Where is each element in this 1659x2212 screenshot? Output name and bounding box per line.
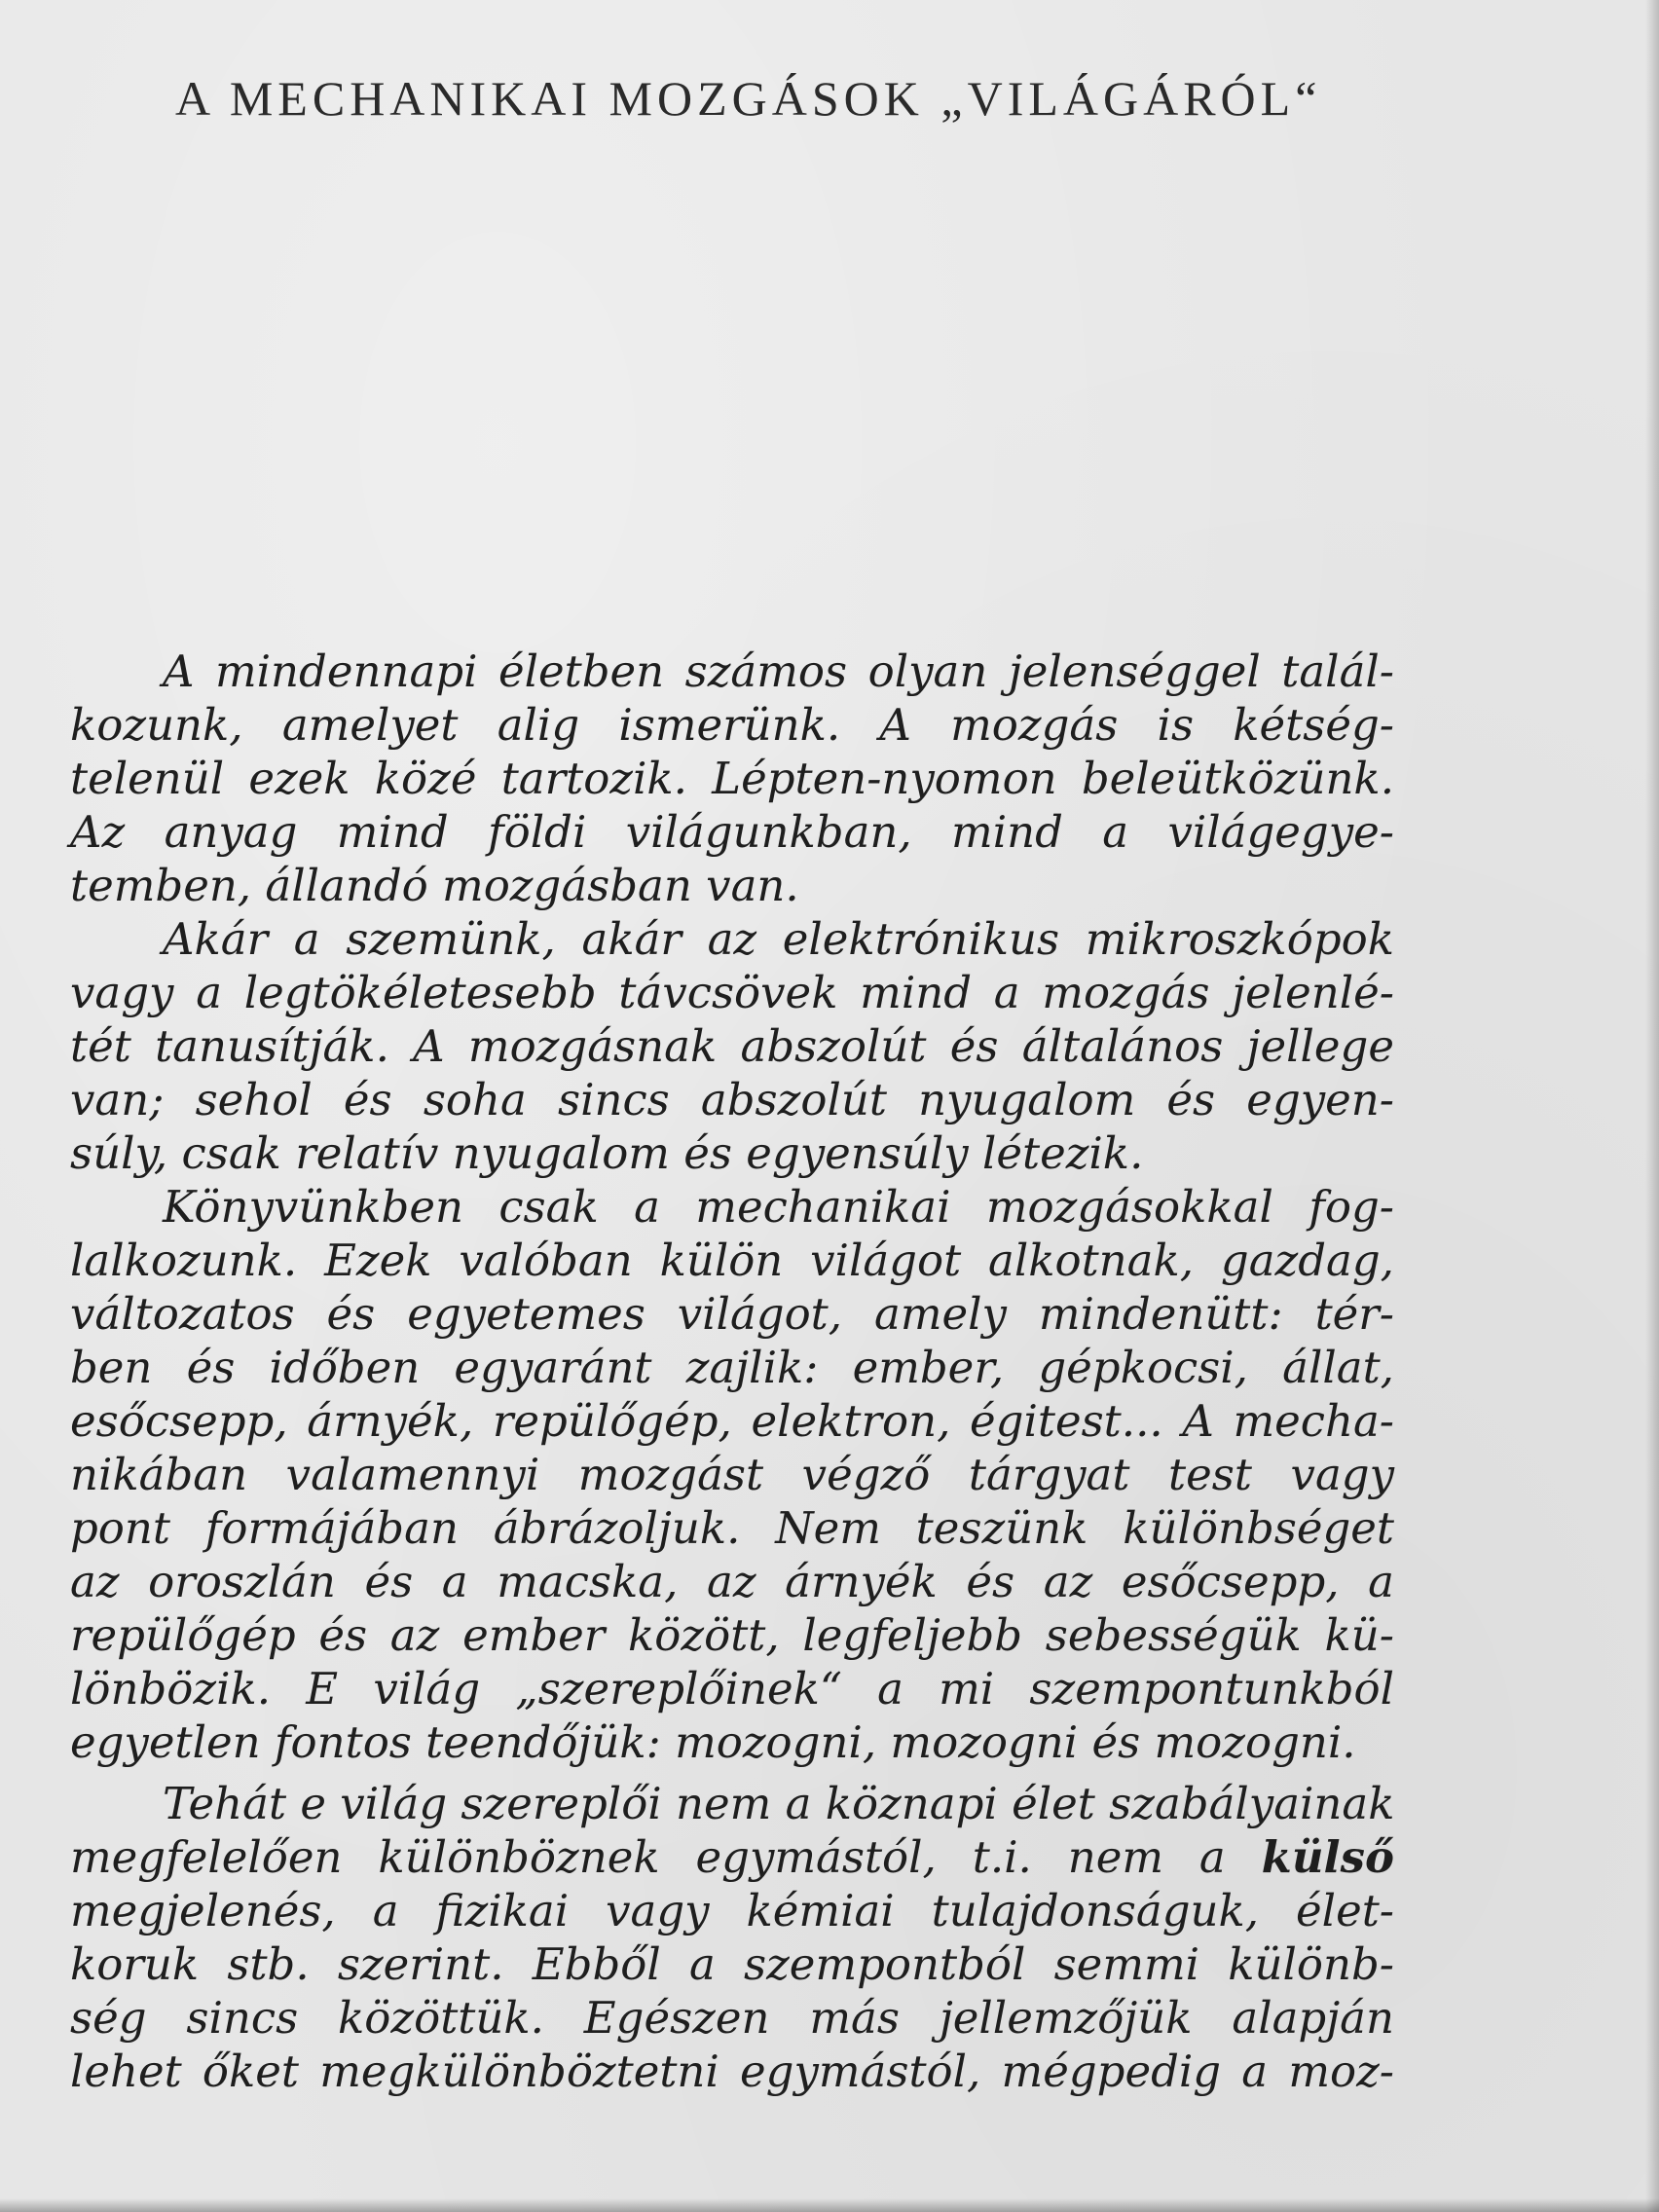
text-line: pont formájában ábrázoljuk. Nem teszünk különbséget (70, 1502, 1394, 1554)
emphasized-word: külső (1261, 1831, 1394, 1883)
text-line: ben és időben egyaránt zajlik: ember, gépkocsi, állat, (70, 1342, 1394, 1393)
text-line-part: megfelelően különböznek egymástól, t.i. nem a (70, 1831, 1226, 1883)
text-line: A mindennapi életben számos olyan jelenséggel talál- (163, 645, 1394, 697)
text-line: temben, állandó mozgásban van. (70, 860, 799, 911)
text-line: Akár a szemünk, akár az elektrónikus mikroszkópok (163, 913, 1394, 965)
text-line: vagy a legtökéletesebb távcsövek mind a mozgás jelenlé- (70, 967, 1394, 1018)
running-title: A MECHANIKAI MOZGÁSOK „VILÁGÁRÓL“ (175, 71, 1322, 126)
page-edge-shadow (1645, 0, 1659, 2212)
text-line: Könyvünkben csak a mechanikai mozgásokkal fog- (163, 1181, 1394, 1233)
text-line: nikában valamennyi mozgást végző tárgyat test vagy (70, 1449, 1394, 1500)
text-line: kozunk, amelyet alig ismerünk. A mozgás is kétség- (70, 699, 1394, 751)
text-line: ség sincs közöttük. Egészen más jellemzőjük alapján (70, 1992, 1394, 2044)
text-line: tét tanusítják. A mozgásnak abszolút és általános jellege (70, 1020, 1394, 1072)
text-line: változatos és egyetemes világot, amely mindenütt: tér- (70, 1288, 1394, 1340)
text-line: Az anyag mind földi világunkban, mind a világegye- (70, 806, 1394, 858)
page-bottom-edge (0, 2198, 1659, 2212)
text-line: repülőgép és az ember között, legfeljebb sebességük kü- (70, 1609, 1394, 1661)
text-line: esőcsepp, árnyék, repülőgép, elektron, égitest... A mecha- (70, 1395, 1394, 1447)
text-line: lalkozunk. Ezek valóban külön világot alkotnak, gazdag, (70, 1235, 1394, 1286)
text-line: lehet őket megkülönböztetni egymástól, mégpedig a moz- (70, 2046, 1394, 2097)
text-line: telenül ezek közé tartozik. Lépten-nyomon beleütközünk. (70, 753, 1394, 804)
text-line (70, 1830, 1394, 1884)
text-line: koruk stb. szerint. Ebből a szempontból semmi különb- (70, 1938, 1394, 1990)
text-line: az oroszlán és a macska, az árnyék és az esőcsepp, a (70, 1556, 1394, 1607)
text-line: van; sehol és soha sincs abszolút nyugalom és egyen- (70, 1074, 1394, 1125)
text-line: súly, csak relatív nyugalom és egyensúly létezik. (70, 1127, 1144, 1179)
text-line: megjelenés, a fizikai vagy kémiai tulajdonságuk, élet- (70, 1885, 1394, 1936)
text-line: egyetlen fontos teendőjük: mozogni, mozogni és mozogni. (70, 1716, 1356, 1768)
text-line: Tehát e világ szereplői nem a köznapi élet szabályainak (163, 1778, 1395, 1829)
body-text (70, 645, 1394, 2098)
text-line: lönbözik. E világ „szereplőinek“ a mi szempontunkból (70, 1663, 1394, 1714)
